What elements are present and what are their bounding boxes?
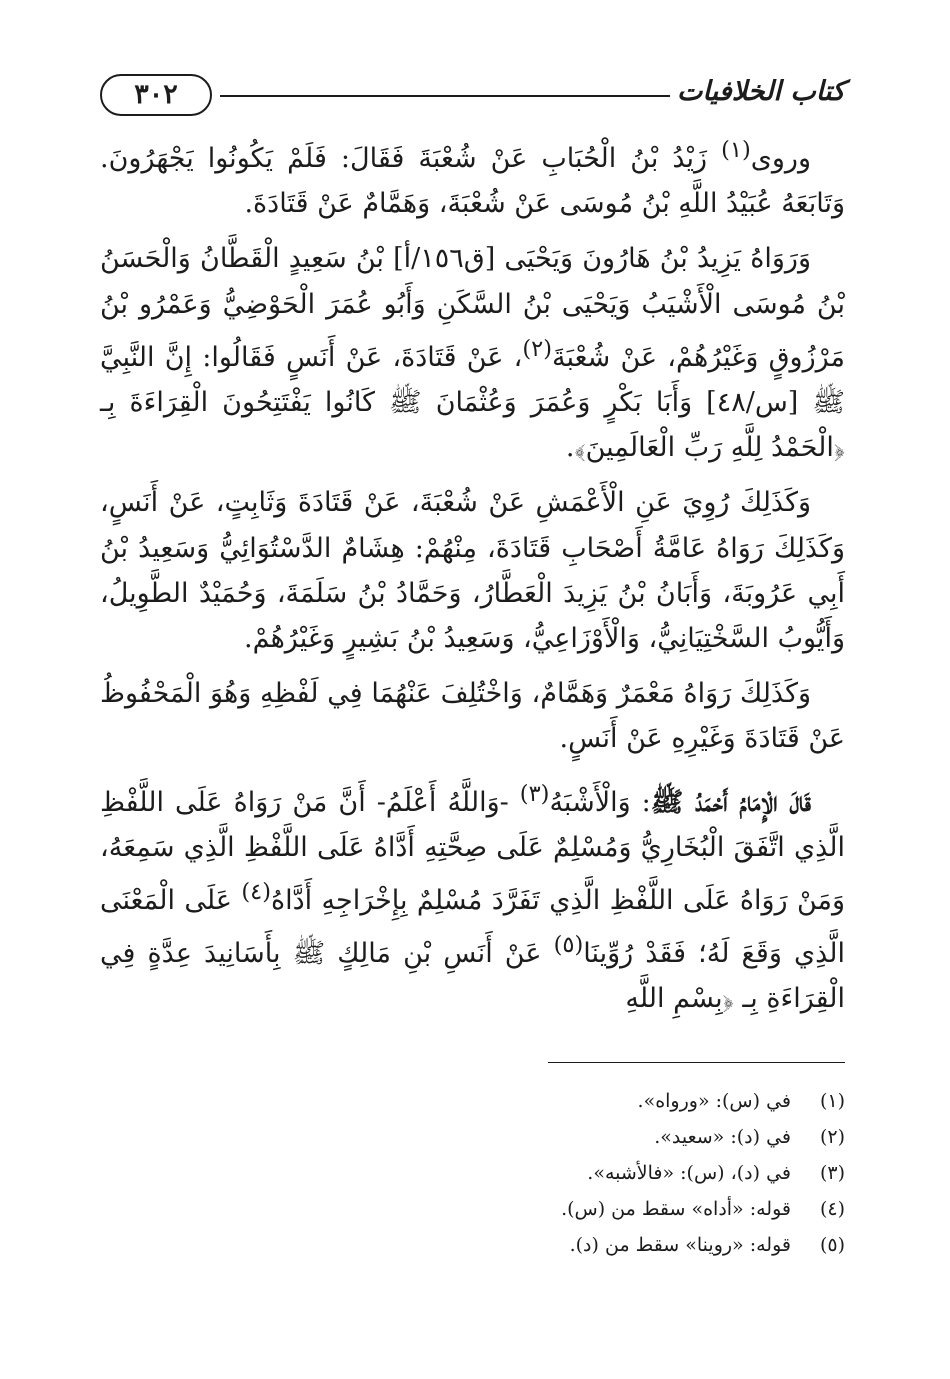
footnote-ref-1: (١) (721, 137, 751, 163)
footnote-5 (300, 1227, 845, 1263)
paragraph-5-text-a: : وَالْأَشْبَهُ (549, 786, 651, 818)
footnote-4 (300, 1191, 845, 1227)
footnote-separator (548, 1062, 845, 1063)
footnote-text: قوله: «روينا» سقط من (د). (569, 1234, 791, 1256)
paragraph-5-text-d: عَنْ أَنَسِ بْنِ مَالِكٍ ﷺ بِأَسَانِيدَ عِدَّةٍ فِي الْقِرَاءَةِ بِـ ﴿بِسْمِ اللَّهِ (100, 938, 845, 1015)
page-header (100, 68, 845, 124)
book-title: كتاب الخلافيات (677, 76, 846, 107)
footnote-ref-2: (٢) (522, 335, 552, 362)
footnote-text: قوله: «أداه» سقط من (س). (561, 1198, 791, 1220)
footnote-text: في (د): «سعيد». (654, 1126, 791, 1148)
footnote-2 (300, 1119, 845, 1155)
footnote-ref-4: (٤) (241, 879, 271, 906)
footnote-ref-3: (٣) (519, 780, 550, 807)
paragraph-5-text-c: عَلَى الْمَعْنَى الَّذِي وَقَعَ لَهُ؛ فَقَدْ رُوِّينَا (100, 885, 845, 970)
footnote-number: (١) (819, 1090, 845, 1112)
footnote-number: (٥) (819, 1234, 845, 1256)
header-rule (220, 95, 670, 97)
main-text (100, 128, 845, 1032)
footnote-text: في (د)، (س): «فالأشبه». (587, 1162, 791, 1184)
footnote-3 (300, 1155, 845, 1191)
page-number: ٣٠٢ (100, 74, 212, 116)
footnotes (300, 1083, 845, 1263)
paragraph-3: وَكَذَلِكَ رُوِيَ عَنِ الْأَعْمَشِ عَنْ شُعْبَةَ، عَنْ قَتَادَةَ وَثَابِتٍ، عَنْ أَنَسٍ، وَكَذَلِكَ رَوَاهُ عَامَّةُ أَصْحَابِ قَتَادَةَ، مِنْهُمْ: هِشَامٌ الدَّسْتُوَائِيُّ وَسَعِيدُ بْنُ أَبِي عَرُوبَةَ، وَأَبَانُ بْنُ يَزِيدَ الْعَطَّارُ، وَحَمَّادُ بْنُ سَلَمَةَ، وَحُمَيْدٌ الطَّوِيلُ، وَأَيُّوبُ السَّخْتِيَانِيُّ، وَالْأَوْزَاعِيُّ، وَسَعِيدُ بْنُ بَشِيرٍ وَغَيْرُهُمْ. (100, 487, 845, 655)
footnote-text: في (س): «ورواه». (637, 1090, 791, 1112)
footnote-number: (٤) (819, 1198, 845, 1220)
paragraph-4: وَكَذَلِكَ رَوَاهُ مَعْمَرٌ وَهَمَّامٌ، وَاخْتُلِفَ عَنْهُمَا فِي لَفْظِهِ وَهُوَ الْمَحْفُوظُ عَنْ قَتَادَةَ وَغَيْرِهِ عَنْ أَنَسٍ. (100, 678, 845, 755)
paragraph-2-text-b: ، عَنْ قَتَادَةَ، عَنْ أَنَسٍ فَقَالُوا: إِنَّ النَّبِيَّ ﷺ [س/٤٨] وَأَبَا بَكْرٍ وَعُمَرَ وَعُثْمَانَ ﷺ كَانُوا يَفْتَتِحُونَ الْقِرَاءَةَ بِـ ﴿الْحَمْدُ لِلَّهِ رَبِّ الْعَالَمِينَ﴾. (100, 341, 845, 464)
paragraph-5-text-b: -وَاللَّهُ أَعْلَمُ- أَنَّ مَنْ رَوَاهُ عَلَى اللَّفْظِ الَّذِي اتَّفَقَ الْبُخَارِيُّ وَمُسْلِمٌ عَلَى صِحَّتِهِ أَدَّاهُ عَلَى اللَّفْظِ الَّذِي سَمِعَهُ، وَمَنْ رَوَاهُ عَلَى اللَّفْظِ الَّذِي تَفَرَّدَ مُسْلِمٌ بِإِخْرَاجِهِ أَدَّاهُ (100, 786, 846, 917)
paragraph-1-start: وروى (750, 143, 811, 174)
footnote-number: (٣) (819, 1162, 845, 1184)
footnote-1 (300, 1083, 845, 1119)
imam-ahmad-lead: قَالَ الْإِمَامُ أَحْمَدُ ﷺ (650, 786, 811, 818)
footnote-number: (٢) (819, 1126, 845, 1148)
paragraph-1-text: زَيْدُ بْنُ الْحُبَابِ عَنْ شُعْبَةَ فَقَالَ: فَلَمْ يَكُونُوا يَجْهَرُونَ. وَتَابَعَهُ عُبَيْدُ اللَّهِ بْنُ مُوسَى عَنْ شُعْبَةَ، وَهَمَّامٌ عَنْ قَتَادَةَ. (100, 143, 845, 220)
paragraph-2 (100, 236, 845, 470)
footnote-ref-5: (٥) (553, 932, 584, 959)
paragraph-2-text-a: وَرَوَاهُ يَزِيدُ بْنُ هَارُونَ وَيَحْيَى [ق١٥٦/أ] بْنُ سَعِيدٍ الْقَطَّانُ وَالْحَسَنُ بْنُ مُوسَى الْأَشْيَبُ وَيَحْيَى بْنُ السَّكَنِ وَأَبُو عُمَرَ الْحَوْضِيُّ وَعَمْرُو بْنُ مَرْزُوقٍ وَغَيْرُهُمْ، عَنْ شُعْبَةَ (100, 243, 845, 373)
paragraph-5 (100, 772, 845, 1022)
paragraph-1 (100, 128, 845, 226)
